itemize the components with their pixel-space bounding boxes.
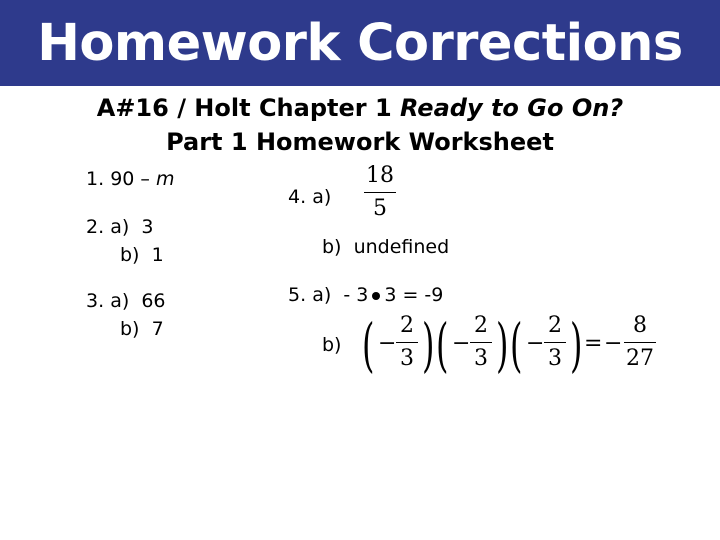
factor-3-denominator: 3 bbox=[548, 346, 562, 371]
factor-2-numerator: 2 bbox=[474, 313, 488, 338]
factor-1-numerator: 2 bbox=[400, 313, 414, 338]
minus-sign-2: − bbox=[452, 331, 471, 356]
fraction-bar bbox=[364, 192, 396, 193]
minus-sign-result: − bbox=[604, 331, 623, 356]
multiplication-dot-icon bbox=[372, 292, 380, 300]
page-title: Homework Corrections bbox=[37, 13, 683, 73]
left-paren-2: ( bbox=[436, 311, 449, 379]
fraction-numerator: 18 bbox=[366, 163, 394, 188]
factor-fraction-1 bbox=[396, 314, 418, 371]
assignment-title-prefix: A#16 / Holt Chapter 1 bbox=[96, 94, 401, 122]
answer-4b-label: b) bbox=[322, 236, 342, 258]
answer-2b-value: 1 bbox=[151, 244, 164, 266]
assignment-title-line1 bbox=[0, 94, 720, 122]
answer-2b bbox=[120, 244, 164, 266]
result-fraction bbox=[624, 314, 656, 371]
answer-5b-label: b) bbox=[322, 334, 342, 356]
answer-2b-label: b) bbox=[120, 244, 140, 266]
answer-1-value: 90 – bbox=[110, 168, 156, 190]
result-numerator: 8 bbox=[633, 313, 647, 338]
answer-5a-left: - 3 bbox=[343, 284, 369, 306]
answer-1-label: 1. bbox=[86, 168, 105, 190]
answer-3-label: 3. bbox=[86, 290, 105, 312]
answer-4b bbox=[322, 236, 449, 258]
answer-4a-label: a) bbox=[312, 186, 332, 208]
left-paren-3: ( bbox=[510, 311, 523, 379]
minus-sign-3: − bbox=[526, 331, 545, 356]
answer-5a bbox=[288, 284, 443, 306]
factor-3-numerator: 2 bbox=[548, 313, 562, 338]
answer-3a bbox=[86, 290, 166, 312]
minus-sign-1: − bbox=[378, 331, 397, 356]
fraction-bar bbox=[544, 342, 566, 343]
answer-2a-value: 3 bbox=[141, 216, 154, 238]
answer-4b-value: undefined bbox=[353, 236, 450, 258]
factor-2-denominator: 3 bbox=[474, 346, 488, 371]
right-paren-2: ) bbox=[496, 311, 509, 379]
answer-3b-label: b) bbox=[120, 318, 140, 340]
answer-2-label: 2. bbox=[86, 216, 105, 238]
answer-1-variable: m bbox=[155, 168, 175, 190]
result-denominator: 27 bbox=[626, 346, 654, 371]
answer-5a-right: 3 = -9 bbox=[384, 284, 444, 306]
factor-fraction-3 bbox=[544, 314, 566, 371]
answer-5a-label: a) bbox=[312, 284, 332, 306]
assignment-title-line2: Part 1 Homework Worksheet bbox=[166, 128, 554, 156]
answer-3b bbox=[120, 318, 164, 340]
answer-2a-label: a) bbox=[110, 216, 130, 238]
equals-sign: = bbox=[584, 331, 603, 356]
answer-3a-label: a) bbox=[110, 290, 130, 312]
left-paren-1: ( bbox=[362, 311, 375, 379]
fraction-bar bbox=[624, 342, 656, 343]
fraction-denominator: 5 bbox=[373, 196, 387, 221]
right-paren-3: ) bbox=[570, 311, 583, 379]
answer-2a bbox=[86, 216, 153, 238]
fraction-bar bbox=[396, 342, 418, 343]
right-paren-1: ) bbox=[422, 311, 435, 379]
answer-1 bbox=[86, 168, 174, 190]
fraction-bar bbox=[470, 342, 492, 343]
answer-4-label: 4. bbox=[288, 186, 307, 208]
factor-1-denominator: 3 bbox=[400, 346, 414, 371]
assignment-title-italic: Ready to Go On? bbox=[400, 94, 624, 122]
answer-4a bbox=[288, 186, 331, 208]
answer-3b-value: 7 bbox=[151, 318, 164, 340]
answer-4a-fraction bbox=[364, 164, 396, 221]
answer-5-label: 5. bbox=[288, 284, 307, 306]
factor-fraction-2 bbox=[470, 314, 492, 371]
answer-3a-value: 66 bbox=[141, 290, 166, 312]
